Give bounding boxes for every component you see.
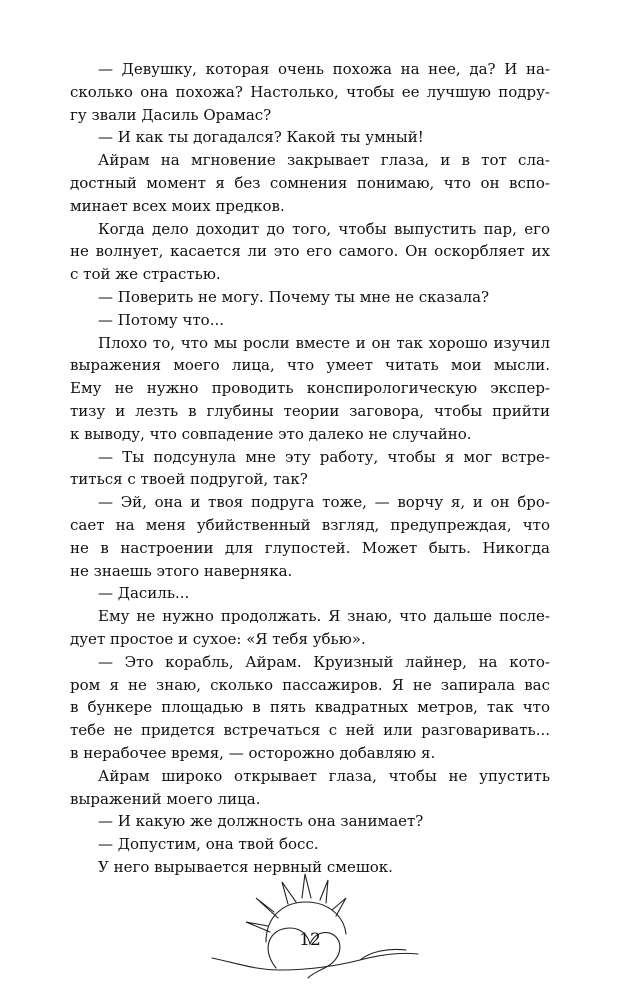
text-line: — И как ты догадался? Какой ты умный!	[98, 128, 424, 147]
text-line: выражения моего лица, что умеет читать мои мысли.	[70, 356, 550, 375]
text-line: ром я не знаю, сколько пассажиров. Я не запирала вас	[70, 675, 550, 694]
text-line: Айрам на мгновение закрывает глаза, и в тот сла-	[98, 151, 550, 170]
text-line: не в настроении для глупостей. Может быть. Никогда	[70, 538, 550, 557]
text-line: тебе не придется встречаться с ней или разговаривать...	[70, 721, 550, 740]
text-line: — И какую же должность она занимает?	[98, 812, 424, 831]
text-line: — Дасиль...	[98, 584, 190, 603]
text-line: сколько она похожа? Настолько, чтобы ее лучшую подру-	[70, 82, 550, 101]
text-line: — Эй, она и твоя подруга тоже, — ворчу я, и он бро-	[98, 493, 550, 512]
text-line: Айрам широко открывает глаза, чтобы не упустить	[98, 766, 550, 785]
text-line: гу звали Дасиль Орамас?	[70, 105, 272, 124]
text-line: дует простое и сухое: «Я тебя убью».	[70, 629, 366, 648]
text-line: Когда дело доходит до того, чтобы выпустить пар, его	[98, 219, 550, 238]
text-line: не волнует, касается ли это его самого. Он оскорбляет их	[70, 242, 550, 261]
text-line: — Потому что...	[98, 310, 225, 329]
text-line: с той же страстью.	[70, 265, 221, 284]
text-line: Ему не нужно проводить конспирологическую экспер-	[70, 379, 550, 398]
text-line: сает на меня убийственный взгляд, предупреждая, что	[70, 515, 550, 534]
text-line: минает всех моих предков.	[70, 196, 285, 215]
text-line: в нерабочее время, — осторожно добавляю я.	[70, 743, 436, 762]
page-number: 12	[299, 930, 321, 950]
text-line: тизу и лезть в глубины теории заговора, чтобы прийти	[70, 401, 550, 420]
text-line: Плохо то, что мы росли вместе и он так хорошо изучил	[98, 333, 550, 352]
text-line: титься с твоей подругой, так?	[70, 470, 308, 489]
text-line: в бункере площадью в пять квадратных метров, так что	[70, 698, 550, 717]
text-line: — Ты подсунула мне эту работу, чтобы я мог встре-	[98, 447, 550, 466]
text-line: У него вырывается нервный смешок.	[98, 857, 393, 876]
text-line: Ему не нужно продолжать. Я знаю, что дальше после-	[98, 607, 550, 626]
body-text	[70, 58, 550, 879]
text-line: — Девушку, которая очень похожа на нее, да? И на-	[98, 60, 550, 78]
text-line: к выводу, что совпадение это далеко не случайно.	[70, 424, 472, 443]
text-line: — Поверить не могу. Почему ты мне не сказала?	[98, 287, 490, 306]
text-line: — Допустим, она твой босс.	[98, 835, 319, 854]
text-line: выражений моего лица.	[70, 789, 261, 808]
text-line: не знаешь этого наверняка.	[70, 561, 293, 580]
text-line: достный момент я без сомнения понимаю, что он вспо-	[70, 173, 550, 192]
sun-heart-icon	[210, 872, 420, 982]
text-line: — Это корабль, Айрам. Круизный лайнер, на кото-	[98, 652, 550, 671]
